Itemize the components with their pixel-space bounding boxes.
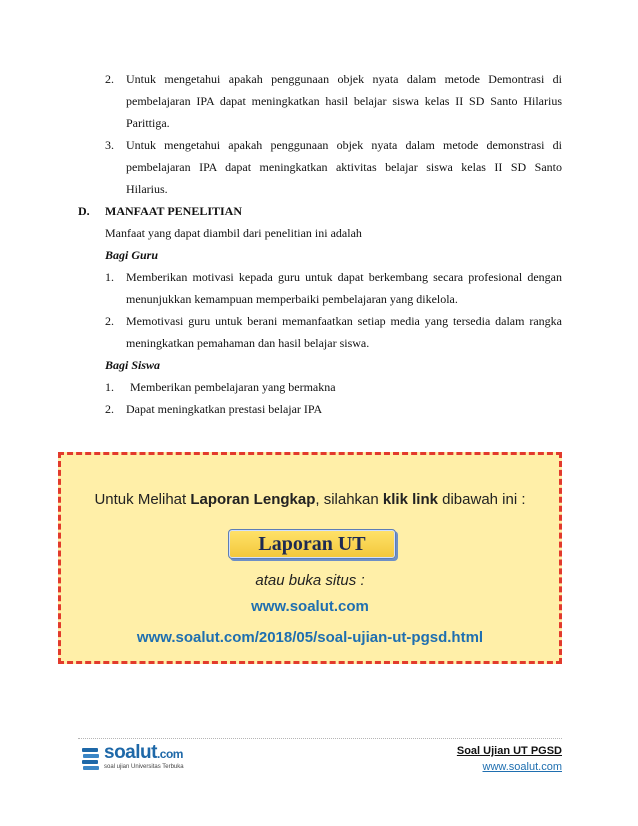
objective-item-3 — [0, 135, 638, 201]
site-link[interactable]: www.soalut.com — [251, 598, 369, 615]
list-line: menunjukkan kemampuan memperbaiki pembelajaran yang dikelola. — [126, 292, 458, 306]
list-line: Memberikan motivasi kepada guru untuk dapat berkembang secara profesional dengan — [126, 270, 562, 284]
logo-word: soalut — [104, 742, 157, 763]
instruction-suffix: dibawah ini : — [437, 491, 526, 508]
laporan-ut-button[interactable]: Laporan UT — [228, 529, 396, 559]
book-stack-icon — [80, 744, 102, 772]
list-line: Dapat meningkatkan prestasi belajar IPA — [126, 402, 323, 416]
guru-item-2 — [0, 311, 638, 355]
instruction-bold-link: klik link — [382, 491, 438, 508]
guru-heading-text: Bagi Guru — [105, 248, 159, 262]
objective-line: Untuk mengetahui apakah penggunaan objek nyata dalam metode Demontrasi di — [126, 72, 562, 86]
objective-line: Parittiga. — [126, 116, 170, 130]
guru-item-1 — [0, 267, 638, 311]
siswa-heading — [0, 355, 638, 377]
objective-line: Untuk mengetahui apakah penggunaan objek nyata dalam metode demonstrasi di — [126, 138, 562, 152]
footer-title: Soal Ujian UT PGSD — [456, 745, 562, 757]
list-line: Memberikan pembelajaran yang bermakna — [130, 380, 336, 394]
list-number: 1. — [105, 380, 114, 394]
instruction-middle: , silahkan — [315, 491, 383, 508]
siswa-item-2 — [0, 399, 638, 421]
section-intro — [0, 223, 638, 245]
list-number: 2. — [105, 402, 114, 416]
instruction-bold-report: Laporan Lengkap — [190, 491, 316, 508]
list-line: Memotivasi guru untuk berani memanfaatkan setiap media yang tersedia dalam rangka — [126, 314, 562, 328]
siswa-item-1 — [0, 377, 638, 399]
soalut-logo — [80, 742, 210, 778]
section-title: MANFAAT PENELITIAN — [105, 204, 243, 218]
siswa-heading-text: Bagi Siswa — [105, 358, 161, 372]
banner-instruction — [61, 491, 559, 508]
logo-tagline: soal ujian Universitas Terbuka — [104, 764, 184, 770]
section-letter: D. — [78, 204, 90, 218]
objective-number: 2. — [105, 72, 114, 86]
list-number: 2. — [105, 314, 114, 328]
objective-number: 3. — [105, 138, 114, 152]
alternative-text: atau buka situs : — [255, 572, 365, 589]
section-heading — [0, 201, 638, 223]
footer-divider — [78, 738, 562, 739]
instruction-prefix: Untuk Melihat — [94, 491, 191, 508]
objective-item-2 — [0, 69, 638, 135]
list-number: 1. — [105, 270, 114, 284]
intro-text: Manfaat yang dapat diambil dari penelitian ini adalah — [105, 226, 362, 240]
objective-line: Hilarius. — [126, 182, 168, 196]
guru-heading — [0, 245, 638, 267]
promo-banner — [58, 452, 562, 664]
objective-line: pembelajaran IPA dapat meningkatkan aktivitas belajar siswa kelas II SD Santo — [126, 160, 562, 174]
report-url-link[interactable]: www.soalut.com/2018/05/soal-ujian-ut-pgsd.html — [136, 629, 484, 646]
footer-site-link[interactable]: www.soalut.com — [482, 761, 562, 773]
logo-wordmark — [104, 742, 183, 764]
list-line: meningkatkan pemahaman dan hasil belajar siswa. — [126, 336, 370, 350]
objective-line: pembelajaran IPA dapat meningkatkan hasil belajar siswa kelas II SD Santo Hilarius — [126, 94, 562, 108]
logo-suffix: .com — [156, 747, 183, 761]
